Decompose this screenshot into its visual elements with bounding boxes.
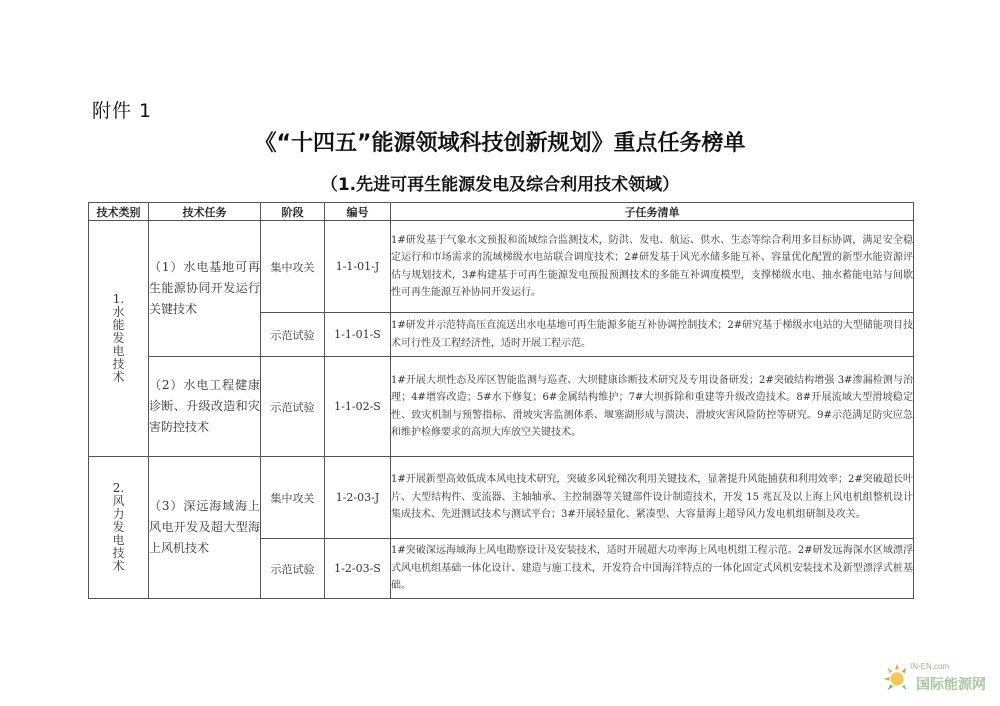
watermark-domain: IN-EN.com	[910, 662, 950, 671]
subtasks-cell: 1#突破深远海域海上风电勘察设计及安装技术，适时开展超大功率海上风电机组工程示范。2#研发远海深水区域漂浮式风电机组基础一体化设计、建造与施工技术，开发符合中国海洋特点的一体化固定式风机安装技术及新型漂浮式桩基础。	[391, 539, 914, 599]
subtasks-cell: 1#研发并示范特高压直流送出水电基地可再生能源多能互补协调控制技术；2#研究基于梯级水电站的大型储能项目技术可行性及工程经济性，适时开展工程示范。	[391, 313, 914, 357]
column-header-subtasks: 子任务清单	[391, 203, 914, 221]
stage-cell: 示范试验	[261, 539, 325, 599]
watermark-brand: 国际能源网	[916, 677, 986, 693]
task-cell: （1）水电基地可再生能源协同开发运行关键技术	[149, 221, 261, 357]
code-cell: 1-2-03-S	[325, 539, 391, 599]
task-cell: （3）深远海域海上风电开发及超大型海上风机技术	[149, 457, 261, 599]
attachment-label: 附件 1	[92, 100, 153, 122]
subtasks-cell: 1#开展新型高效低成本风电技术研究，突破多风轮梯次利用关键技术，显著提升风能捕获和利用效率；2#突破超长叶片、大型结构件、变流器、主轴轴承、主控制器等关键部件设计制造技术，开发 15 兆瓦及以上海上风电机组整机设计集成技术、先进测试技术与测试平台；3#开展轻量化、紧凑型、大容量海上超导风力发电机组研制及攻关。	[391, 457, 914, 539]
code-cell: 1-1-02-S	[325, 357, 391, 457]
task-table	[88, 202, 914, 599]
task-cell: （2）水电工程健康诊断、升级改造和灾害防控技术	[149, 357, 261, 457]
column-header-category: 技术类别	[89, 203, 149, 221]
code-cell: 1-1-01-J	[325, 221, 391, 313]
category-cell-wind	[89, 457, 149, 599]
watermark-logo	[860, 652, 1000, 706]
table-row	[89, 457, 914, 539]
document-title: 《“十四五”能源领域科技创新规划》重点任务榜单	[254, 131, 746, 156]
table-header-row	[89, 203, 914, 221]
column-header-stage: 阶段	[261, 203, 325, 221]
category-cell-hydro	[89, 221, 149, 457]
stage-cell: 集中攻关	[261, 221, 325, 313]
table-row	[89, 221, 914, 313]
table-row	[89, 357, 914, 457]
category-label: 1.水能发电技术	[112, 292, 125, 384]
subtasks-cell: 1#开展大坝性态及库区智能监测与巡查、大坝健康诊断技术研究及专用设备研发；2#突破结构增强 3#渗漏检测与治理；4#增容改造；5#水下修复；6#金属结构维护；7#大坝拆除和重建等升级改造技术。8#开展流域大型滑坡稳定性、致灾机制与预警指标、滑坡灾害监测体系、堰塞湖形成与溃决、滑坡灾害风险防控等研究。9#示范满足防灾应急和维护检修要求的高坝大库放空关键技术。	[391, 357, 914, 457]
stage-cell: 示范试验	[261, 313, 325, 357]
subtasks-cell: 1#研发基于气象水文预报和流域综合监测技术，防洪、发电、航运、供水、生态等综合利用多目标协调，满足安全稳定运行和市场需求的流域梯级水电站联合调度技术；2#研发基于风光水储多能互补、容量优化配置的新型水能资源评估与规划技术，3#构建基于可再生能源发电预报预测技术的多能互补调度模型，支撑梯级水电、抽水蓄能电站与间歇性可再生能源互补协同开发运行。	[391, 221, 914, 313]
code-cell: 1-1-01-S	[325, 313, 391, 357]
document-subtitle: （1.先进可再生能源发电及综合利用技术领域）	[320, 175, 680, 195]
column-header-task: 技术任务	[149, 203, 261, 221]
stage-cell: 集中攻关	[261, 457, 325, 539]
category-label: 2.风力发电技术	[112, 481, 125, 573]
code-cell: 1-2-03-J	[325, 457, 391, 539]
column-header-code: 编号	[325, 203, 391, 221]
stage-cell: 示范试验	[261, 357, 325, 457]
